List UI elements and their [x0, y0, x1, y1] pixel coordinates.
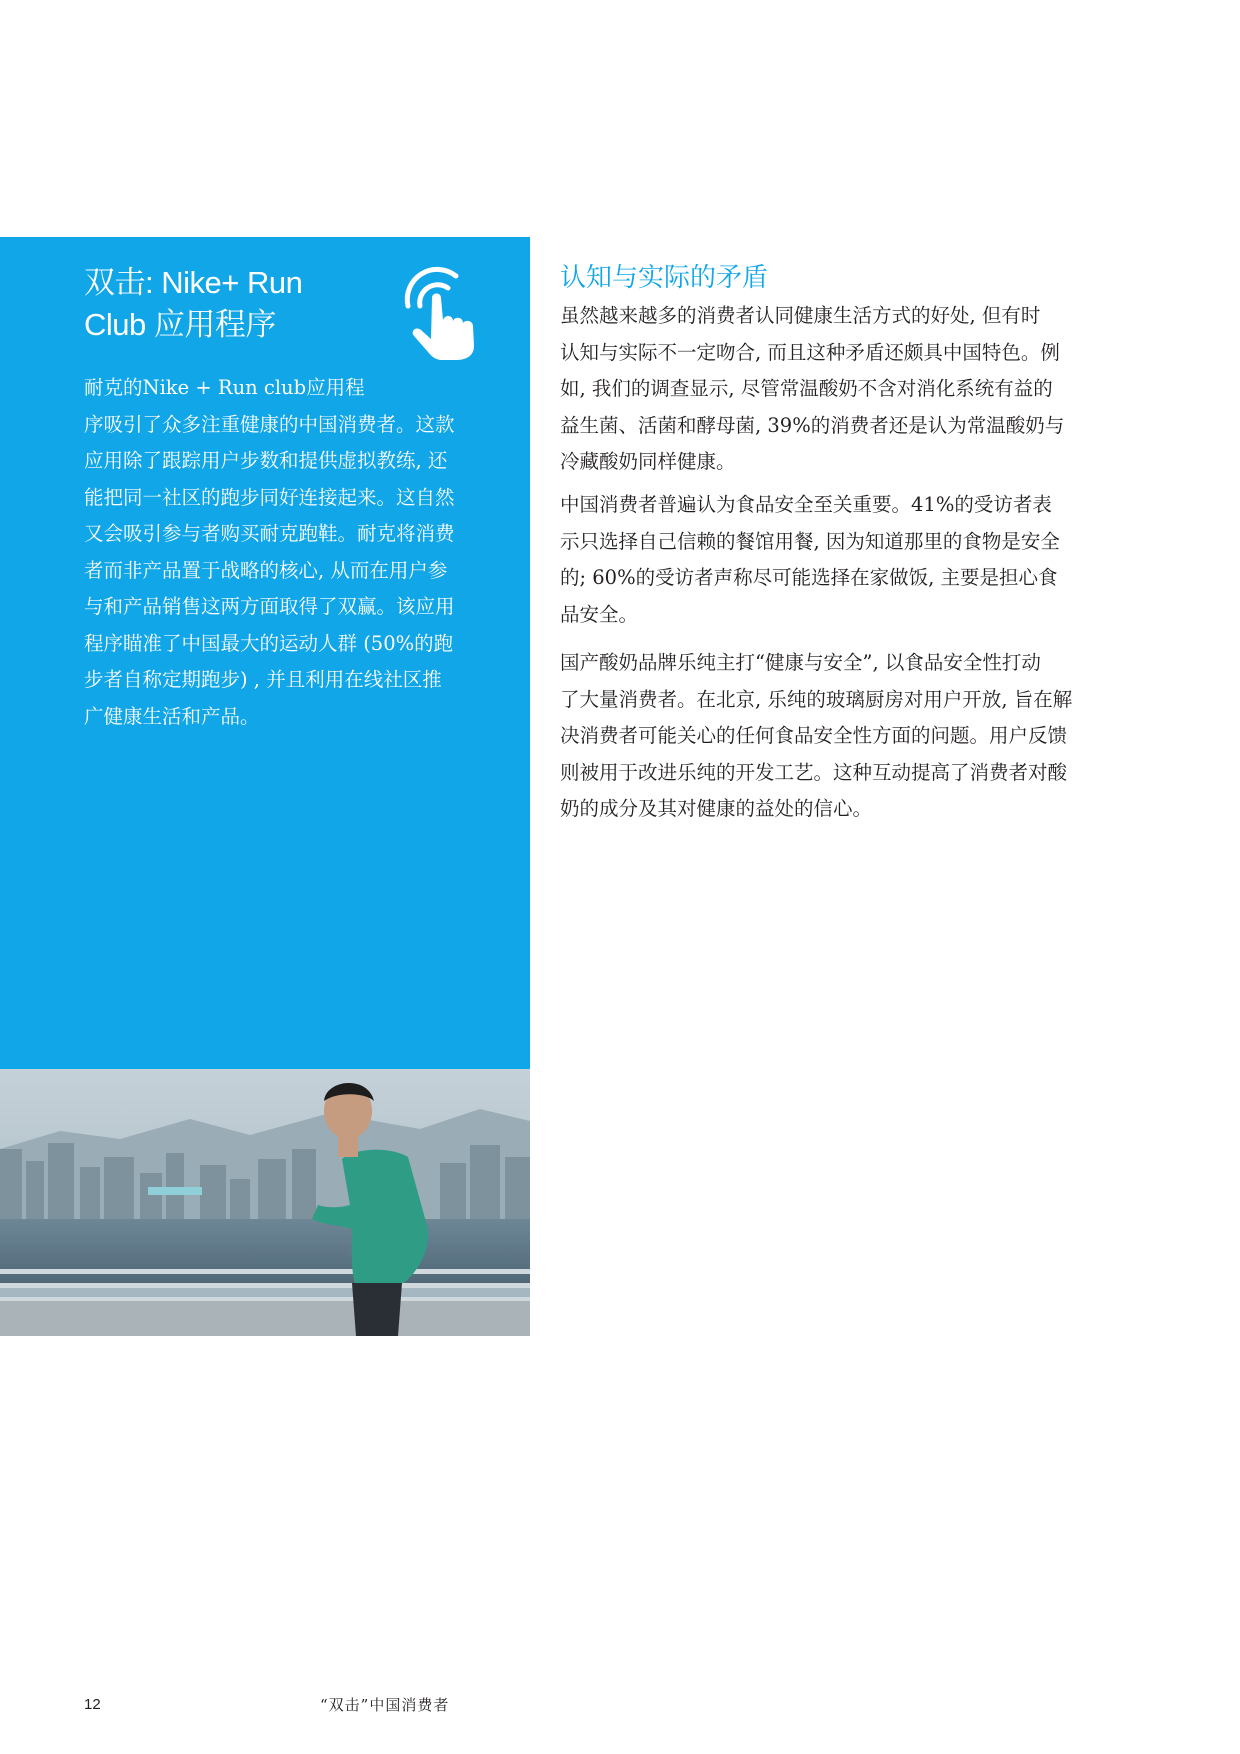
paragraph-3	[560, 645, 1120, 828]
paragraph-line: 了大量消费者。在北京, 乐纯的玻璃厨房对用户开放, 旨在解	[560, 687, 1073, 711]
sidebar-body-line: 与和产品销售这两方面取得了双赢。该应用	[84, 595, 455, 618]
paragraph-line: 益生菌、活菌和酵母菌, 39%的消费者还是认为常温酸奶与	[560, 413, 1065, 437]
page-number: 12	[84, 1696, 101, 1713]
paragraph-2	[560, 487, 1120, 633]
sidebar-title-line1: 双击: Nike+ Run	[84, 265, 303, 300]
paragraph-line: 决消费者可能关心的任何食品安全性方面的问题。用户反馈	[560, 724, 1068, 747]
paragraph-line: 如, 我们的调查显示, 尽管常温酸奶不含对消化系统有益的	[560, 377, 1053, 400]
sidebar-body-line: 步者自称定期跑步) , 并且利用在线社区推	[84, 668, 442, 691]
paragraph-line: 中国消费者普遍认为食品安全至关重要。41%的受访者表	[560, 493, 1052, 516]
paragraph-line: 冷藏酸奶同样健康。	[560, 450, 736, 473]
paragraph-line: 国产酸奶品牌乐纯主打“健康与安全”, 以食品安全性打动	[560, 651, 1041, 674]
paragraph-1	[560, 298, 1120, 481]
section-heading: 认知与实际的矛盾	[560, 263, 769, 293]
paragraph-line: 则被用于改进乐纯的开发工艺。这种互动提高了消费者对酸	[560, 760, 1068, 784]
sidebar-body-line: 者而非产品置于战略的核心, 从而在用户参	[84, 558, 448, 582]
sidebar-body-line: 序吸引了众多注重健康的中国消费者。这款	[84, 412, 455, 436]
sidebar-body	[84, 370, 504, 735]
paragraph-line: 品安全。	[560, 602, 639, 626]
sidebar-title	[84, 262, 384, 346]
paragraph-line: 奶的成分及其对健康的益处的信心。	[560, 797, 873, 820]
paragraph-line: 虽然越来越多的消费者认同健康生活方式的好处, 但有时	[560, 304, 1041, 327]
sidebar-title-line2: Club 应用程序	[84, 307, 276, 342]
paragraph-line: 示只选择自己信赖的餐馆用餐, 因为知道那里的食物是安全	[560, 529, 1060, 553]
runner-photo	[0, 1069, 530, 1336]
sidebar-body-line: 耐克的Nike + Run club应用程	[84, 376, 365, 399]
footer-title: “双击”中国消费者	[320, 1696, 450, 1714]
hand-tap-icon	[398, 260, 502, 360]
sidebar-body-line: 能把同一社区的跑步同好连接起来。这自然	[84, 485, 455, 509]
sidebar-body-line: 广健康生活和产品。	[84, 704, 260, 728]
sidebar-body-line: 应用除了跟踪用户步数和提供虚拟教练, 还	[84, 449, 448, 472]
sidebar-body-line: 程序瞄准了中国最大的运动人群 (50%的跑	[84, 631, 454, 655]
sidebar-body-line: 又会吸引参与者购买耐克跑鞋。耐克将消费	[84, 522, 455, 545]
paragraph-line: 的; 60%的受访者声称尽可能选择在家做饭, 主要是担心食	[560, 566, 1058, 589]
paragraph-line: 认知与实际不一定吻合, 而且这种矛盾还颇具中国特色。例	[560, 340, 1060, 364]
